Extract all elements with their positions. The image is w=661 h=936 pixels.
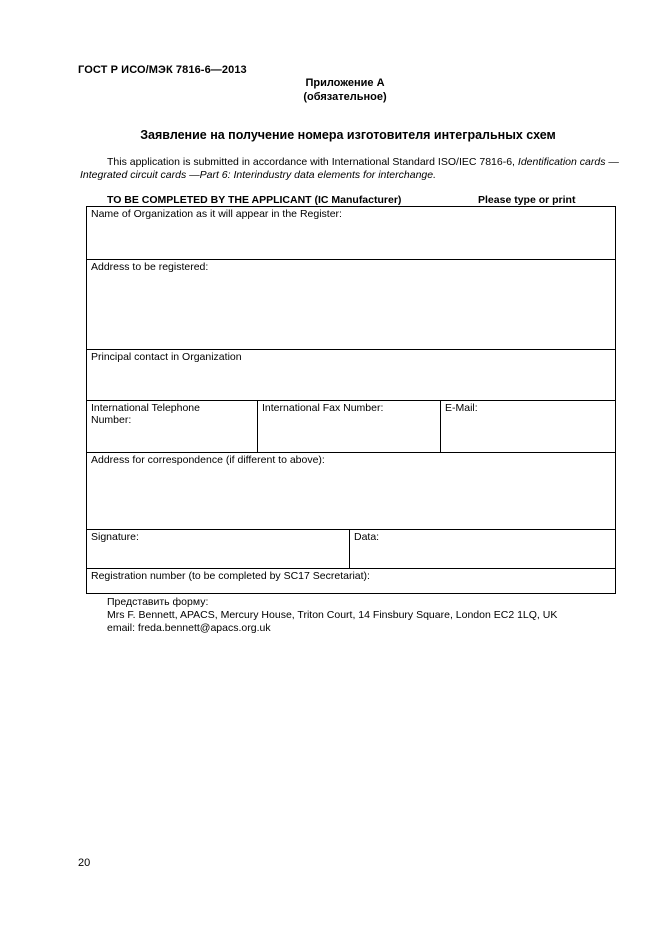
principal-contact-label: Principal contact in Organization [91, 351, 242, 363]
organization-name-field[interactable] [87, 207, 615, 259]
intro-text: This application is submitted in accordance with International Standard ISO/IEC 7816-6, [107, 156, 515, 168]
address-field[interactable] [87, 260, 615, 349]
print-instruction: Please type or print [478, 194, 576, 206]
registration-number-field[interactable] [87, 569, 615, 595]
email-label: E-Mail: [445, 402, 478, 414]
page-number: 20 [78, 857, 91, 869]
signature-label: Signature: [91, 531, 139, 543]
form-title: Заявление на получение номера изготовителя интегральных схем [140, 128, 556, 142]
submit-address: Mrs F. Bennett, APACS, Mercury House, Triton Court, 14 Finsbury Square, London EC2 1LQ, UK [107, 609, 558, 621]
fax-label: International Fax Number: [262, 402, 384, 414]
address-row [87, 260, 615, 350]
date-label: Data: [354, 531, 380, 543]
telephone-label: International Telephone Number: [91, 402, 200, 426]
date-field[interactable] [349, 530, 615, 568]
organization-name-row [87, 207, 615, 260]
standard-header: ГОСТ Р ИСО/МЭК 7816-6—2013 [78, 64, 247, 76]
email-field[interactable] [440, 401, 615, 452]
organization-name-label: Name of Organization as it will appear in the Register: [91, 208, 342, 220]
registration-row [87, 569, 615, 595]
principal-contact-row [87, 350, 615, 401]
fax-field[interactable] [257, 401, 440, 452]
intro-standard-title: Identification cards — Integrated circuit cards —Part 6: Interindustry data elements for interchange. [80, 156, 619, 181]
intro-paragraph [80, 156, 620, 182]
application-form [86, 206, 616, 594]
applicant-label: TO BE COMPLETED BY THE APPLICANT (IC Manufacturer) [107, 194, 402, 206]
correspondence-address-field[interactable] [87, 453, 615, 529]
correspondence-address-label: Address for correspondence (if different to above): [91, 454, 325, 466]
signature-row [87, 530, 615, 569]
submit-email: email: freda.bennett@apacs.org.uk [107, 622, 271, 634]
annex-title: Приложение А [305, 77, 385, 89]
submit-title: Представить форму: [107, 596, 209, 608]
address-label: Address to be registered: [91, 261, 209, 273]
annex-status: (обязательное) [303, 91, 387, 103]
telephone-field[interactable] [87, 401, 257, 452]
principal-contact-field[interactable] [87, 350, 615, 400]
correspondence-row [87, 453, 615, 530]
contact-numbers-row [87, 401, 615, 453]
registration-number-label: Registration number (to be completed by SC17 Secretariat): [91, 570, 370, 582]
signature-field[interactable] [87, 530, 349, 568]
